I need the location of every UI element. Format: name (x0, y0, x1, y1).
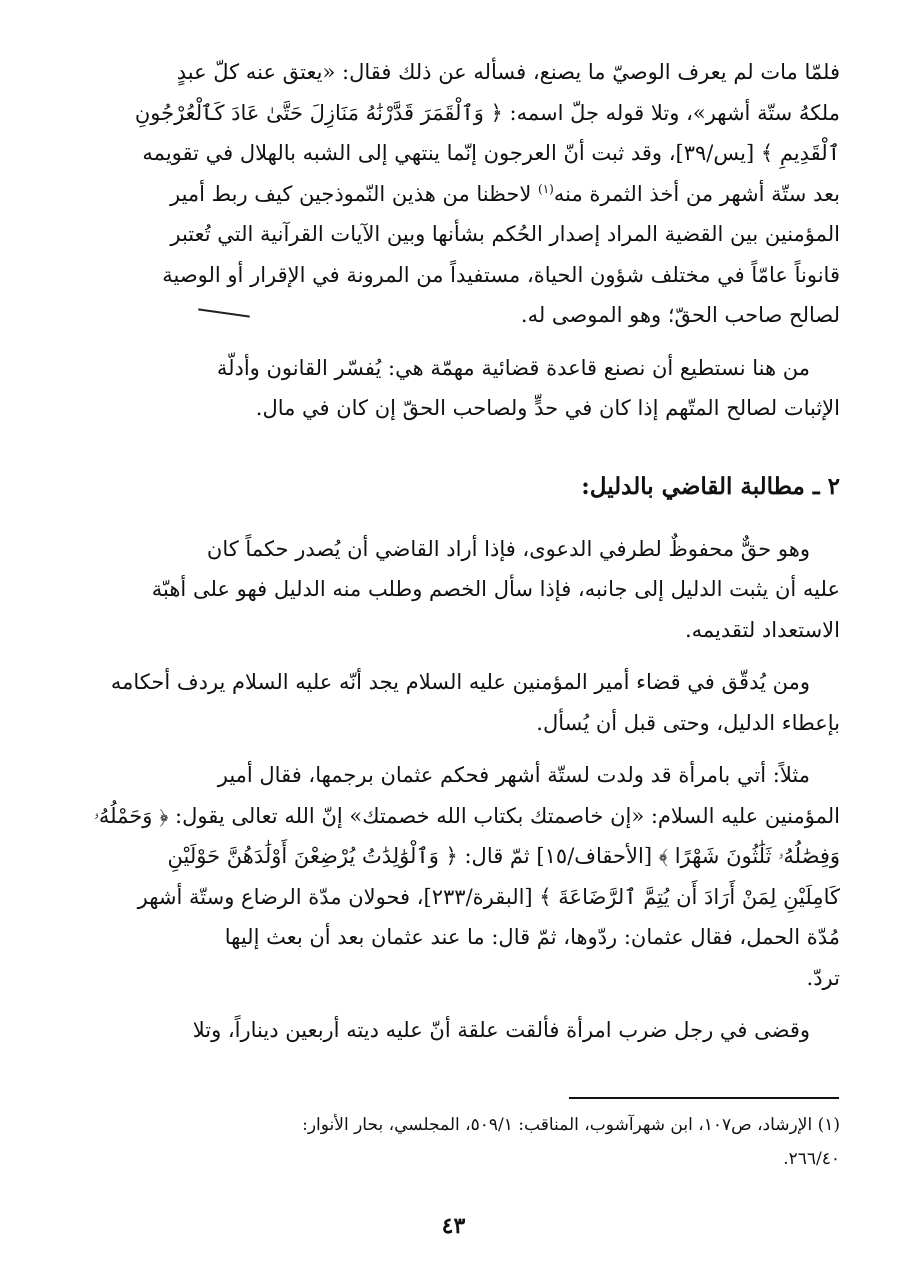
text-line-with-footnote (60, 174, 840, 215)
paragraph-5 (60, 755, 840, 998)
text-line: بإعطاء الدليل، وحتى قبل أن يُسأل. (536, 710, 840, 735)
paragraph-3 (60, 529, 840, 651)
text-line: مثلاً: أتي بامرأة قد ولدت لستّة أشهر فحكم عثمان برجمها، فقال أمير (217, 763, 810, 787)
text-line: الاستعداد لتقديمه. (684, 617, 840, 642)
page-number: ٤٣ (441, 1213, 466, 1239)
paragraph-6 (60, 1010, 840, 1051)
text-line: قانوناً عامّاً في مختلف شؤون الحياة، مستفيداً من المرونة في الإقرار أو الوصية (162, 262, 840, 287)
text-line: الإثبات لصالح المتّهم إذا كان في حدٍّ ولصاحب الحقّ إن كان في مال. (255, 396, 840, 420)
footnote-line: (١) الإرشاد، ص١٠٧، ابن شهرآشوب، المناقب: ٥٠٩/١، المجلسي، بحار الأنوار: (302, 1115, 840, 1135)
paragraph-1 (60, 52, 840, 336)
text-line: لصالح صاحب الحقّ؛ وهو الموصى له. (520, 303, 840, 327)
text-line: المؤمنين بين القضية المراد إصدار الحُكم بشأنها وبين الآيات القرآنية التي تُعتبر (170, 222, 840, 246)
text-line: ملكهُ ستّة أشهر»، وتلا قوله جلّ اسمه: ﴿ وَٱلْقَمَرَ قَدَّرْنَٰهُ مَنَازِلَ حَتَّىٰ عَادَ كَٱلْعُرْجُونِ (134, 100, 840, 125)
text-line: مُدّة الحمل، فقال عثمان: ردّوها، ثمّ قال: ما عند عثمان بعد أن بعث إليها (224, 925, 840, 949)
text-line: تردّ. (806, 965, 840, 990)
text-line: ومن يُدقّق في قضاء أمير المؤمنين عليه السلام يجد أنّه عليه السلام يردف أحكامه (110, 670, 810, 694)
footnote-line: ٢٦٦/٤٠. (783, 1149, 840, 1169)
text-segment: بعد ستّة أشهر من أخذ الثمرة منه (553, 181, 840, 206)
text-line: عليه أن يثبت الدليل إلى جانبه، فإذا سأل الخصم وطلب منه الدليل فهو على أهبّة (151, 577, 840, 601)
text-line: من هنا نستطيع أن نصنع قاعدة قضائية مهمّة هي: يُفسّر القانون وأدلّة (216, 355, 810, 380)
page-body (60, 52, 840, 1051)
paragraph-2 (60, 348, 840, 429)
text-line: كَامِلَيْنِ لِمَنْ أَرَادَ أَن يُتِمَّ ٱلرَّضَاعَةَ ﴾ [البقرة/٢٣٣]، فحولان مدّة الرضاع وستّة أشهر (137, 884, 840, 909)
footnote (60, 1108, 840, 1176)
text-line: ٱلْقَدِيمِ ﴾ [يس/٣٩]، وقد ثبت أنّ العرجون إنّما ينتهي إلى الشبه بالهلال في تقويمه (142, 141, 840, 165)
text-line: فلمّا مات لم يعرف الوصيّ ما يصنع، فسأله عن ذلك فقال: «يعتق عنه كلّ عبدٍ (176, 60, 840, 84)
text-segment: لاحظنا من هذين النّموذجين كيف ربط أمير (169, 181, 539, 206)
footnote-marker: (١) (538, 181, 554, 196)
text-line: المؤمنين عليه السلام: «إن خاصمتك بكتاب الله خصمتك» إنّ الله تعالى يقول: ﴿ وَحَمْلُهُۥ (93, 803, 840, 828)
text-line: وهو حقٌّ محفوظٌ لطرفي الدعوى، فإذا أراد القاضي أن يُصدر حكماً كان (206, 536, 810, 561)
paragraph-4 (60, 662, 840, 743)
text-line: وَفِصَٰلُهُۥ ثَلَٰثُونَ شَهْرًا ﴾ [الأحقاف/١٥] ثمّ قال: ﴿ وَٱلْوَٰلِدَٰتُ يُرْضِعْنَ أَوْلَٰدَهُنَّ حَوْلَيْنِ (167, 844, 840, 868)
text-line: وقضى في رجل ضرب امرأة فألقت علقة أنّ عليه ديته أربعين ديناراً، وتلا (192, 1018, 810, 1042)
section-heading: ٢ ـ مطالبة القاضي بالدليل: (581, 472, 840, 500)
footnote-separator (569, 1097, 839, 1099)
